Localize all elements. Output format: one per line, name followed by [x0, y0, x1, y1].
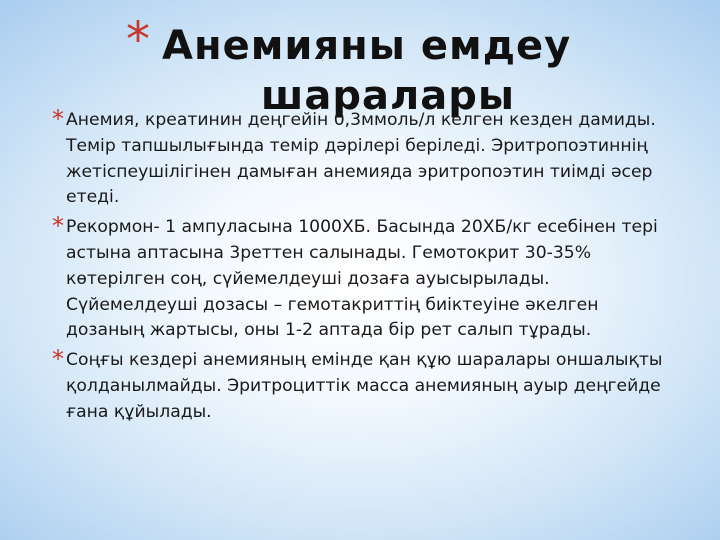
bullet-item-transfusion: [52, 345, 682, 425]
title-line-1: Анемияны емдеу: [162, 23, 572, 69]
bullet-text: Соңғы кездері анемияның емінде қан құю шаралары оншалықты қолданылмайды. Эритроциттік масса анемияның ауыр деңгейде ғана құйылады.: [66, 350, 663, 422]
bullet-marker: *: [52, 105, 64, 133]
bullet-item-recormon: [52, 212, 682, 344]
bullet-text: Рекормон- 1 ампуласына 1000ХБ. Басында 20ХБ/кг есебінен тері астына аптасына 3реттен салынады. Гемотокрит 30-35% көтерілген соң, сүйемелдеуші дозаға ауысырылады. Сүйемелдеуші дозасы – гемотакриттің биіктеуіне әкелген дозаның жартысы, оны 1-2 аптада бір рет салып тұрады.: [66, 217, 658, 341]
slide-title: [126, 12, 648, 122]
bullet-item-anemia-onset: [52, 105, 682, 211]
bullet-marker: *: [52, 212, 64, 241]
bullet-text: Анемия, креатинин деңгейін 0,3ммоль/л келген кезден дамиды. Темір тапшылығында темір дәрілері беріледі. Эритропоэтиннің жетіспеушілігінен дамыған анемияда эритропоэтин тиімді әсер етеді.: [66, 110, 656, 208]
title-bullet-marker: *: [126, 12, 151, 68]
bullet-list: [52, 105, 682, 430]
title-line-2: шаралары: [260, 73, 516, 119]
bullet-marker: *: [52, 345, 64, 374]
